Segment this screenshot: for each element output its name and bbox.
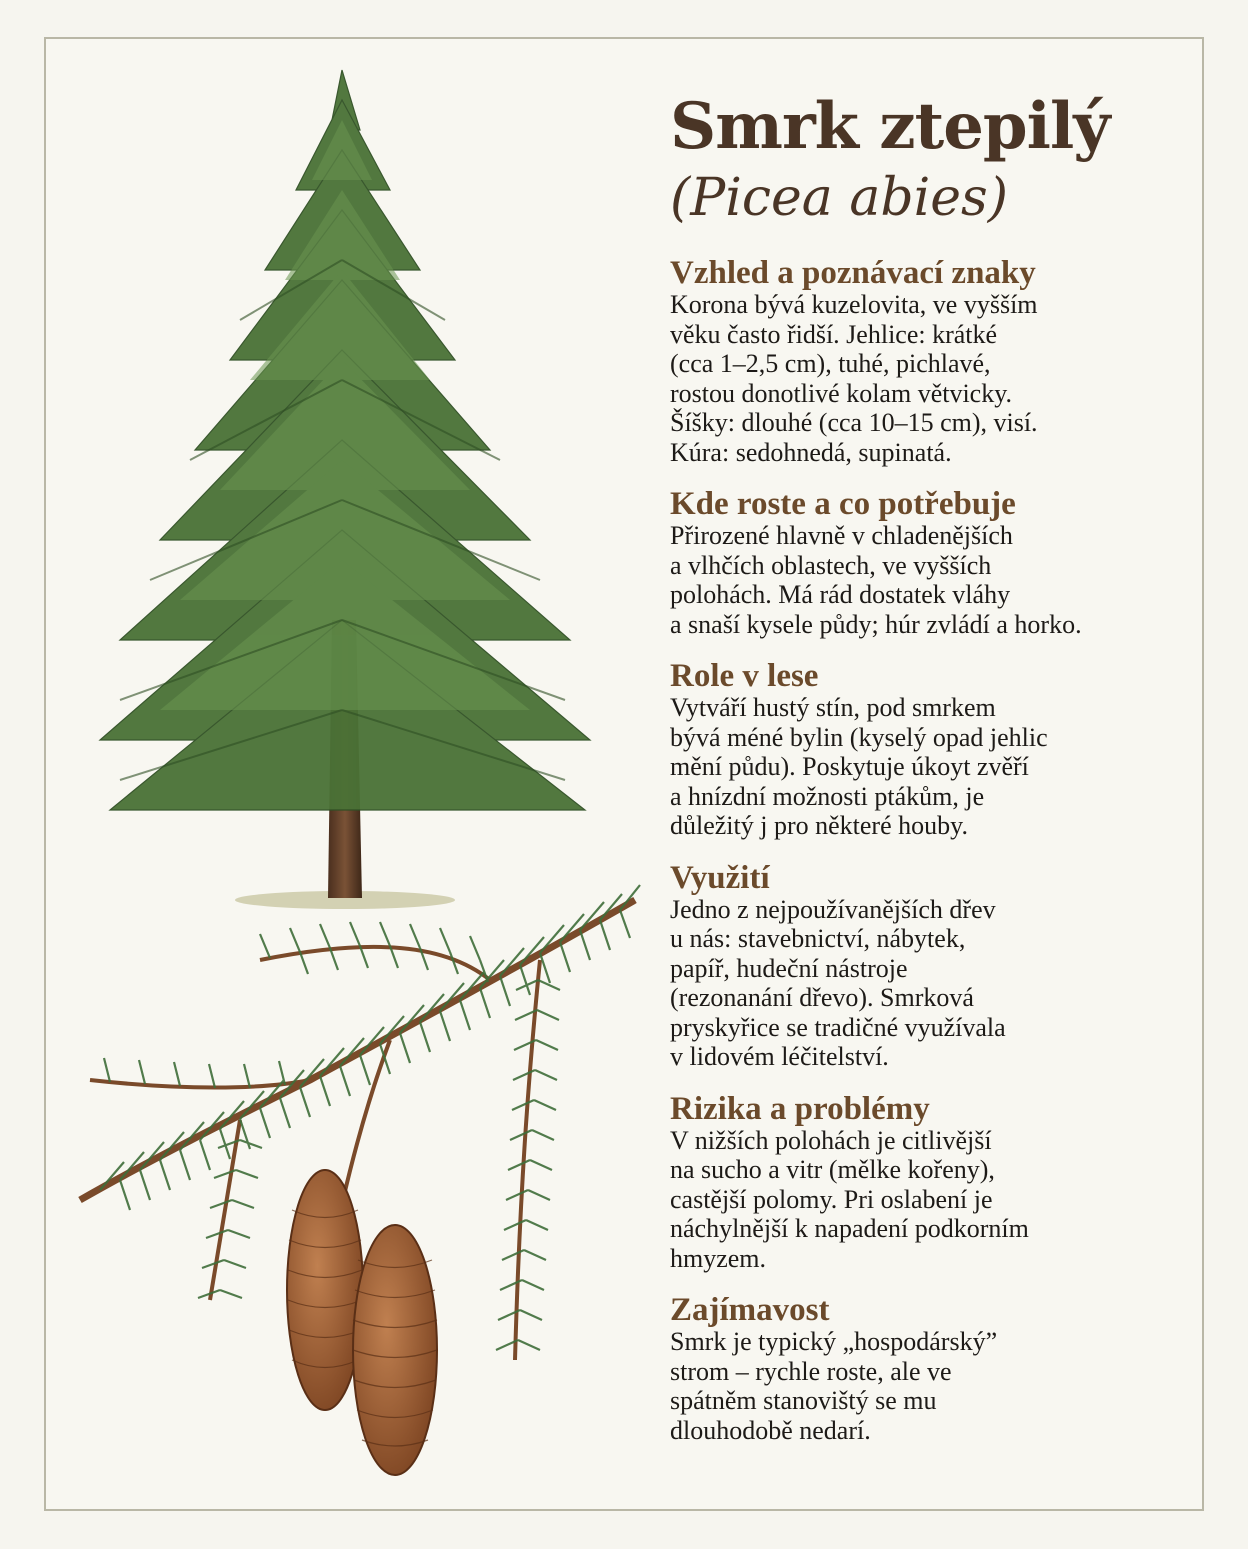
illustration-panel (60, 60, 650, 1490)
cone-1 (287, 1170, 363, 1410)
section-title: Vzhled a poznávací znaky (670, 255, 1036, 291)
section-uses (670, 861, 1190, 1072)
section-appearance (670, 256, 1190, 467)
section-title: Využití (670, 859, 770, 896)
section-title: Zajímavost (670, 1292, 830, 1328)
page-title: Smrk ztepilý (670, 89, 1110, 164)
section-title: Role v lese (670, 658, 819, 694)
section-body: Jedno z nejpoužívanějších dřev u nás: stavebnictví, nábytek, papíř, hudeční nástroje (rezonanání dřevo). Smrková pryskyřice se tradičné využívala v lidovém léčitelství. (670, 894, 1006, 1071)
section-body: Vytváří hustý stín, pod smrkem bývá méné bylin (kyselý opad jehlic mění půdu). Poskytuje úkoyt zvěří a hnízdní možnosti ptákům, je důležitý j pro některé houby. (670, 693, 1048, 840)
section-fun-fact (670, 1293, 1190, 1445)
section-body: Smrk je typický „hospodárský” strom – rychle roste, ale ve spátněm stanovištý se mu dlouhodobě nedarí. (670, 1327, 998, 1445)
spruce-branch-with-cones-illustration (80, 885, 640, 1475)
section-body: Korona bývá kuzelovita, ve vyšším věku často řidší. Jehlice: krátké (cca 1–2,5 cm), tuhé, pichlavé, rostou donotlivé kolam větvicky. Šíšky: dlouhé (cca 10–15 cm), visí. Kúra: sedohnedá, supinatá. (670, 290, 1038, 467)
section-title: Rizika a problémy (670, 1090, 930, 1127)
section-body: Přirozené hlavně v chladenějších a vlhčích oblastech, ve vyšších polohách. Má rád dostatek vláhy a snaší kysele půdy; húr zvládí a horko. (670, 521, 1082, 639)
section-title: Kde roste a co potřebuje (670, 486, 1016, 522)
cone-2 (353, 1225, 437, 1475)
section-forest-role (670, 659, 1190, 841)
section-habitat (670, 487, 1190, 639)
spruce-tree-illustration (100, 70, 590, 909)
scientific-name: (Picea abies) (670, 168, 1008, 228)
section-risks (670, 1092, 1190, 1274)
section-body: V nižších polohách je citlivější na sucho a vitr (mělke kořeny), castější polomy. Pri oslabení je náchylnější k napadení podkorním hmyzem. (670, 1125, 1029, 1273)
text-column (670, 88, 1190, 1465)
